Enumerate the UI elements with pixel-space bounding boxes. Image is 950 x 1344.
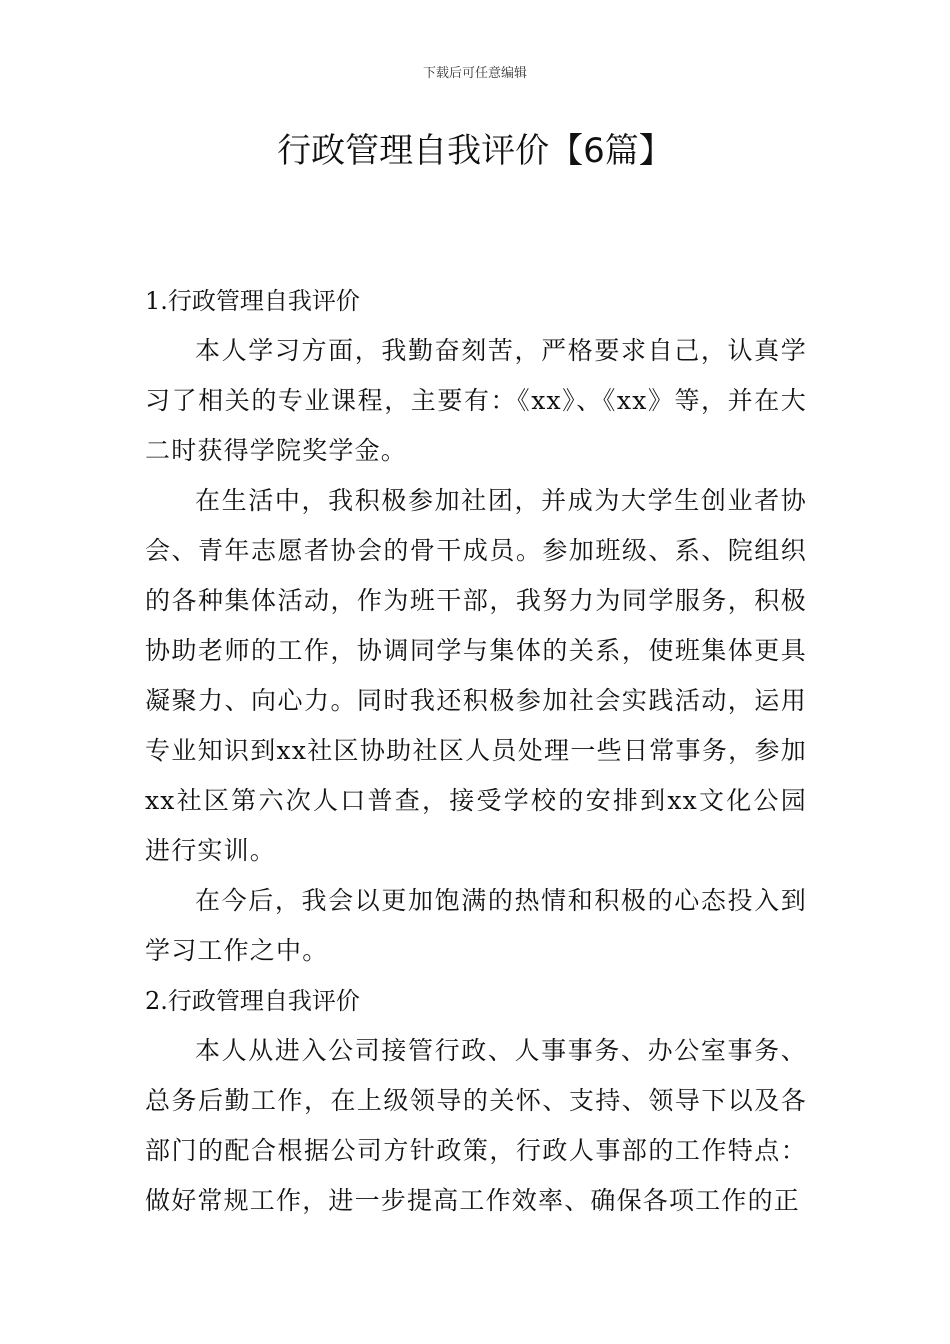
section-1 (145, 276, 807, 976)
header-note: 下载后可任意编辑 (422, 66, 527, 81)
document-title: 行政管理自我评价【6篇】 (277, 131, 673, 171)
section-heading: 1.行政管理自我评价 (145, 287, 360, 315)
paragraph: 本人从进入公司接管行政、人事事务、办公室事务、总务后勤工作，在上级领导的关怀、支持、领导下以及各部门的配合根据公司方针政策，行政人事部的工作特点：做好常规工作，进一步提高工作效率、确保各项工作的正 (145, 1036, 807, 1215)
section-heading: 2.行政管理自我评价 (145, 987, 360, 1015)
paragraph: 在今后，我会以更加饱满的热情和积极的心态投入到学习工作之中。 (145, 886, 807, 965)
paragraph: 在生活中，我积极参加社团，并成为大学生创业者协会、青年志愿者协会的骨干成员。参加班级、系、院组织的各种集体活动，作为班干部，我努力为同学服务，积极协助老师的工作，协调同学与集体的关系，使班集体更具凝聚力、向心力。同时我还积极参加社会实践活动，运用专业知识到xx社区协助社区人员处理一些日常事务，参加xx社区第六次人口普查，接受学校的安排到xx文化公园进行实训。 (145, 486, 807, 865)
document-body (145, 276, 807, 1226)
section-2 (145, 976, 807, 1226)
paragraph: 本人学习方面，我勤奋刻苦，严格要求自己，认真学习了相关的专业课程，主要有：《xx》、《xx》等，并在大二时获得学院奖学金。 (145, 336, 807, 465)
